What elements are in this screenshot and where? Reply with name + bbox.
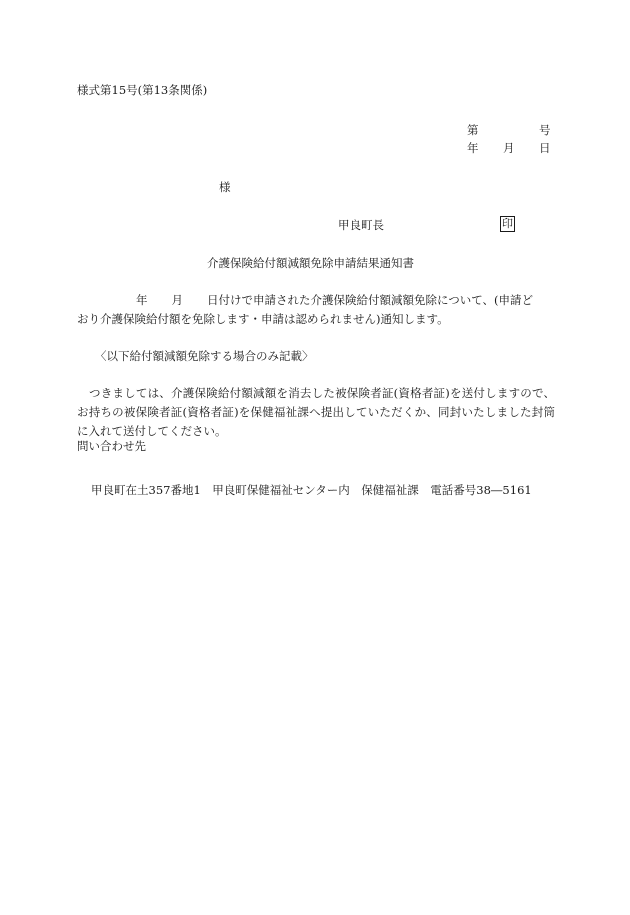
date-month-label: 月 bbox=[503, 141, 515, 155]
contact-detail: 甲良町在土357番地1 甲良町保健福祉センター内 保健福祉課 電話番号38―5161 bbox=[91, 483, 532, 497]
application-month-label: 月 bbox=[171, 293, 183, 307]
instruction-paragraph: つきましては、介護保険給付額減額を消去した被保険者証(資格者証)を送付しますので、お持ちの被保険者証(資格者証)を保健福祉課へ提出していただくか、同封いたしました封筒に入れて送付してください。 bbox=[77, 386, 555, 438]
conditional-note: 〈以下給付額減額免除する場合のみ記載〉 bbox=[95, 349, 314, 363]
result-paragraph bbox=[77, 291, 555, 329]
contact-heading: 問い合わせ先 bbox=[77, 439, 146, 453]
date-day-label: 日 bbox=[539, 141, 551, 155]
seal-mark: 印 bbox=[502, 217, 513, 230]
form-number: 様式第15号(第13条関係) bbox=[77, 83, 208, 97]
result-text-line-2: おり介護保険給付額を免除します・申請は認められません)通知します。 bbox=[77, 312, 449, 326]
addressee-honorific: 様 bbox=[219, 180, 231, 194]
result-paragraph-line-1 bbox=[77, 291, 555, 310]
date-year-label: 年 bbox=[467, 141, 479, 155]
document-number-suffix: 号 bbox=[539, 123, 551, 137]
document-title: 介護保険給付額減額免除申請結果通知書 bbox=[207, 256, 414, 270]
issuer-title: 甲良町長 bbox=[338, 218, 384, 232]
document-number-prefix: 第 bbox=[467, 123, 479, 137]
result-text-line-1: 日付けで申請された介護保険給付額減額免除について、(申請ど bbox=[207, 293, 534, 307]
application-year-label: 年 bbox=[136, 293, 148, 307]
